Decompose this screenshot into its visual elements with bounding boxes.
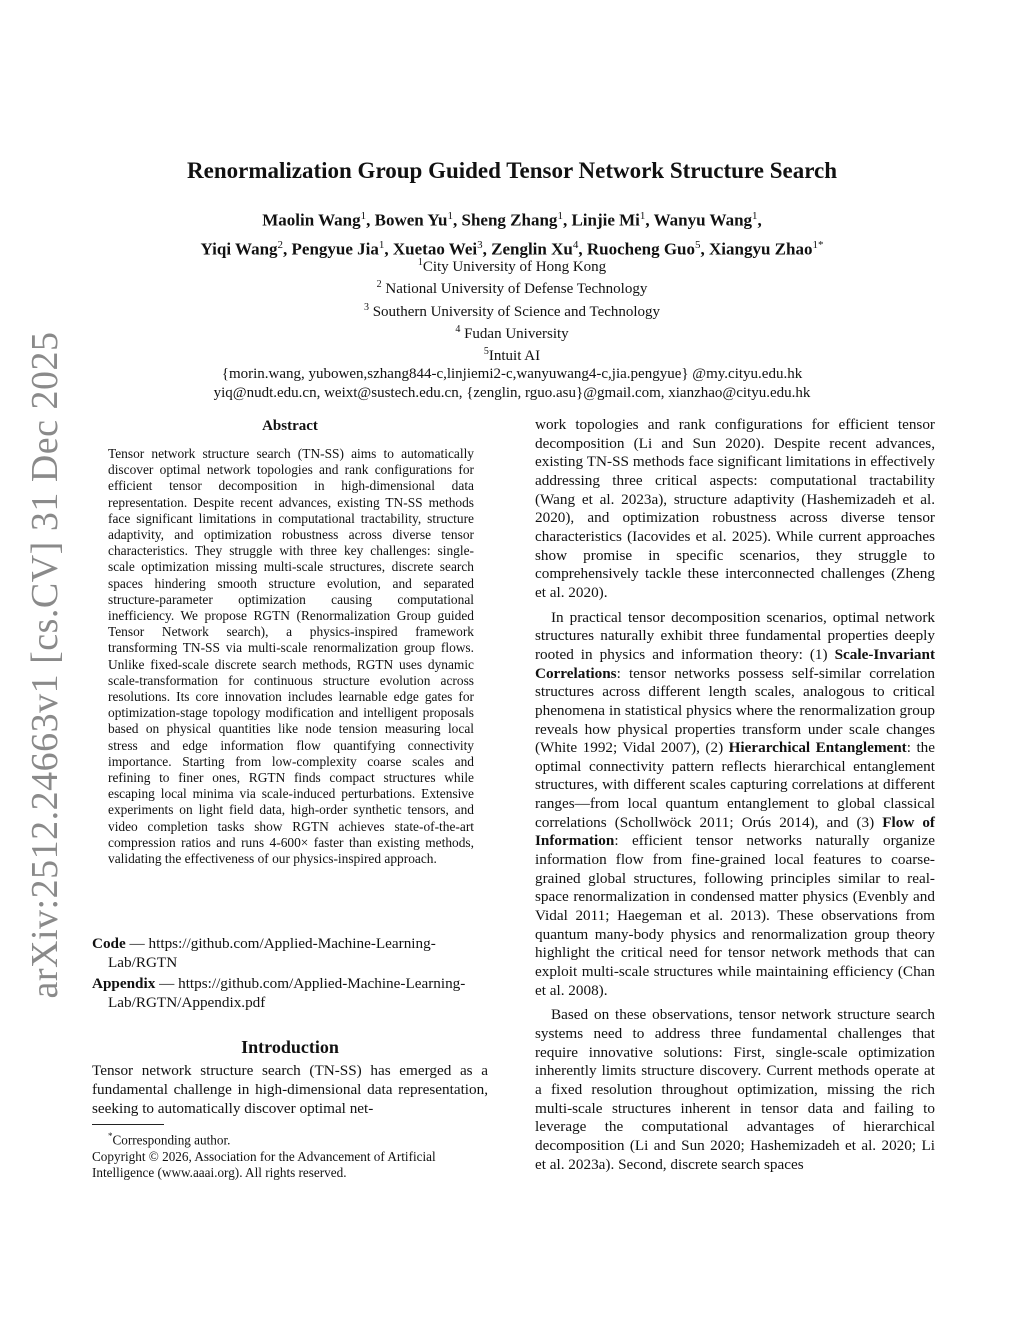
affiliation-number: 2	[376, 279, 382, 291]
author-name: Zenglin Xu	[491, 239, 573, 259]
arxiv-identifier: arXiv:2512.24663v1 [cs.CV] 31 Dec 2025	[24, 331, 66, 999]
author-name: Maolin Wang	[262, 210, 361, 230]
appendix-separator: —	[155, 975, 179, 992]
appendix-label: Appendix	[92, 975, 156, 992]
affiliation-item	[0, 276, 1024, 298]
body-paragraph-3: Based on these observations, tensor network structure search systems need to address three fundamental challenges that require innovative solutions: First, single-scale optimization inherently limits structure discovery. Current methods operate at a fixed resolution throughout optimization, missing the rich multi-scale structures inherent in tensor data and failing to leverage the computational advantages of hierarchical decomposition (Li and Sun 2020; Hashemizadeh et al. 2020; Li et al. 2023a). Second, discrete search spaces	[535, 1006, 935, 1173]
code-link-block	[92, 934, 488, 972]
copyright-notice: Copyright © 2026, Association for the Advancement of Artificial Intelligence (www.aaai.org). All rights reserved.	[92, 1148, 436, 1181]
author-name: Linjie Mi	[571, 210, 640, 230]
term-scale-invariant: Scale-Invariant Correlations	[535, 645, 935, 682]
author-line-2: Yiqi Wang$^2$, Pengyue Jia$^1$, Xuetao Wei$^3$, Zenglin Xu$^4$, Ruocheng Guo$^5$, Xiangyu Zhao$^{1*}$	[200, 238, 824, 259]
author-affiliation-mark: 1	[447, 210, 454, 222]
affiliation-item	[0, 343, 1024, 365]
affiliation-item	[0, 321, 1024, 343]
email-line-2[interactable]: yiq@nudt.edu.cn, weixt@sustech.edu.cn, {zenglin, rguo.asu}@gmail.com, xianzhao@cityu.edu.hk	[213, 384, 811, 401]
author-affiliation-mark: 1	[639, 210, 646, 222]
author-affiliation-mark: 5	[695, 238, 701, 251]
term-hierarchical-entanglement: Hierarchical Entanglement	[728, 739, 907, 757]
abstract-heading: Abstract	[262, 418, 318, 434]
footnote-divider	[92, 1124, 164, 1125]
author-affiliation-mark: 3	[477, 238, 483, 251]
footnote	[92, 1128, 492, 1182]
affiliation-name: National University of Defense Technology	[381, 281, 648, 298]
code-url-link[interactable]: https://github.com/Applied-Machine-Learning-Lab/RGTN	[108, 935, 436, 971]
author-affiliation-mark: 1	[360, 210, 367, 222]
corresponding-author-note: Corresponding author.	[112, 1132, 231, 1148]
author-name: Pengyue Jia	[291, 239, 379, 259]
affiliation-number: 1	[417, 257, 423, 268]
affiliation-item	[0, 299, 1024, 321]
author-affiliation-mark: 2	[277, 238, 284, 251]
author-affiliation-mark: 1	[752, 210, 758, 222]
abstract-text: Tensor network structure search (TN-SS) aims to automatically discover optimal network topologies and rank configurations for efficient tensor decomposition in high-dimensional data representation. Despite recent advances, existing TN-SS methods face significant limitations in computational tractability, structure adaptivity, and optimization robustness across diverse tensor characteristics. They struggle with three key challenges: single-scale optimization missing multi-scale structures, discrete search spaces hindering smooth structure evolution, and separated structure-parameter optimization causing computational inefficiency. We propose RGTN (Renormalization Group guided Tensor Network search), a physics-inspired framework transforming TN-SS via multi-scale renormalization group flows. Unlike fixed-scale discrete search methods, RGTN uses dynamic scale-transformation for continuous structure evolution across resolutions. Its core innovation includes learnable edge gates for optimization-stage topology modification and intelligent proposals based on physical quantities like node tension measuring local stress and edge information flow quantifying connectivity importance. Starting from low-complexity coarse scales and refining to finer ones, RGTN finds compact structures while escaping local minima via scale-induced perturbations. Extensive experiments on light field data, high-order synthetic tensors, and video completion tasks show RGTN achieves state-of-the-art compression ratios and runs 4-600× faster than existing methods, validating the effectiveness of our physics-inspired approach.	[108, 446, 474, 867]
code-label: Code	[92, 935, 126, 952]
body-paragraph-1: work topologies and rank configurations for efficient tensor decomposition (Li and Sun 2020). Despite recent advances, existing TN-SS methods face significant limitations in effectively addressing three critical aspects: computational tractability (Wang et al. 2023a), structure adaptivity (Hashemizadeh et al. 2020), and optimization robustness across diverse tensor characteristics (Iacovides et al. 2025). While current approaches show promise in specific scenarios, they struggle to comprehensively tackle these interconnected challenges (Zheng et al. 2020).	[535, 416, 935, 601]
affiliation-block	[0, 254, 1024, 402]
author-name: Xiangyu Zhao	[709, 239, 813, 259]
affiliation-number: 3	[363, 301, 369, 313]
p2-text-a: In practical tensor decomposition scenarios, optimal network structures naturally exhibit three fundamental properties deeply rooted in physics and information theory: (1)	[535, 608, 935, 663]
author-affiliation-mark: 1	[378, 238, 385, 251]
introduction-heading: Introduction	[241, 1037, 339, 1057]
author-list	[0, 204, 1024, 261]
p2-text-c: : tensor networks possess self-similar correlation structures across different length scales, analogous to critical phenomena in statistical physics where the renormalization group reveals how physical properties transform under scale changes (White 1992; Vidal 2007), (2)	[535, 664, 935, 757]
code-separator: —	[125, 935, 149, 952]
introduction-text: Tensor network structure search (TN-SS) has emerged as a fundamental challenge in high-dimensional data representation, seeking to automatically discover optimal net-	[92, 1062, 488, 1117]
author-affiliation-mark: 1	[557, 210, 563, 222]
footnote-mark: *	[108, 1131, 113, 1141]
body-paragraph-2	[535, 609, 935, 1001]
appendix-link-block	[92, 974, 488, 1012]
term-flow-of-information: Flow of Information	[535, 813, 935, 850]
paper-title: Renormalization Group Guided Tensor Network Structure Search	[187, 158, 837, 183]
author-name: Bowen Yu	[374, 210, 448, 230]
affiliation-item	[0, 254, 1024, 276]
affiliation-number: 5	[483, 346, 489, 358]
email-line-1[interactable]: {morin.wang, yubowen,szhang844-c,linjiemi2-c,wanyuwang4-c,jia.pengyue} @my.cityu.edu.hk	[221, 366, 803, 383]
author-affiliation-mark: 1*	[812, 238, 824, 251]
affiliation-list	[0, 254, 1024, 365]
right-column	[535, 416, 935, 1180]
affiliation-name: Southern University of Science and Technology	[368, 303, 661, 320]
p2-text-d: : the optimal connectivity pattern reflects hierarchical entanglement structures, with different scales capturing correlations at different ranges—from local quantum entanglement to global classical correlations (Schollwöck 2011; Orús 2014), and (3)	[535, 739, 935, 831]
appendix-url-link[interactable]: https://github.com/Applied-Machine-Learning-Lab/RGTN/Appendix.pdf	[108, 975, 466, 1011]
affiliation-name: Intuit AI	[488, 348, 541, 365]
author-name: Wanyu Wang	[653, 210, 753, 230]
author-affiliation-mark: 4	[572, 238, 579, 251]
affiliation-name: City University of Hong Kong	[422, 259, 607, 275]
affiliation-name: Fudan University	[460, 325, 569, 342]
author-name: Yiqi Wang	[200, 239, 278, 259]
author-name: Ruocheng Guo	[586, 239, 696, 259]
author-name: Sheng Zhang	[461, 210, 558, 230]
p2-text-e: : efficient tensor networks naturally organize information flow from fine-grained local features to coarse-grained global structures, following principles similar to real-space renormalization in condensed matter physics (Evenbly and Vidal 2011; Haegeman et al. 2013). These observations from quantum many-body physics and renormalization group theory highlight the critical need for tensor network methods that can exploit multi-scale structures while maintaining efficiency (Chan et al. 2008).	[535, 832, 935, 999]
affiliation-number: 4	[455, 323, 461, 335]
author-name: Xuetao Wei	[392, 239, 478, 259]
author-line-1: Maolin Wang$^1$, Bowen Yu$^1$, Sheng Zhang$^1$, Linjie Mi$^1$, Wanyu Wang$^1$,	[262, 210, 762, 230]
